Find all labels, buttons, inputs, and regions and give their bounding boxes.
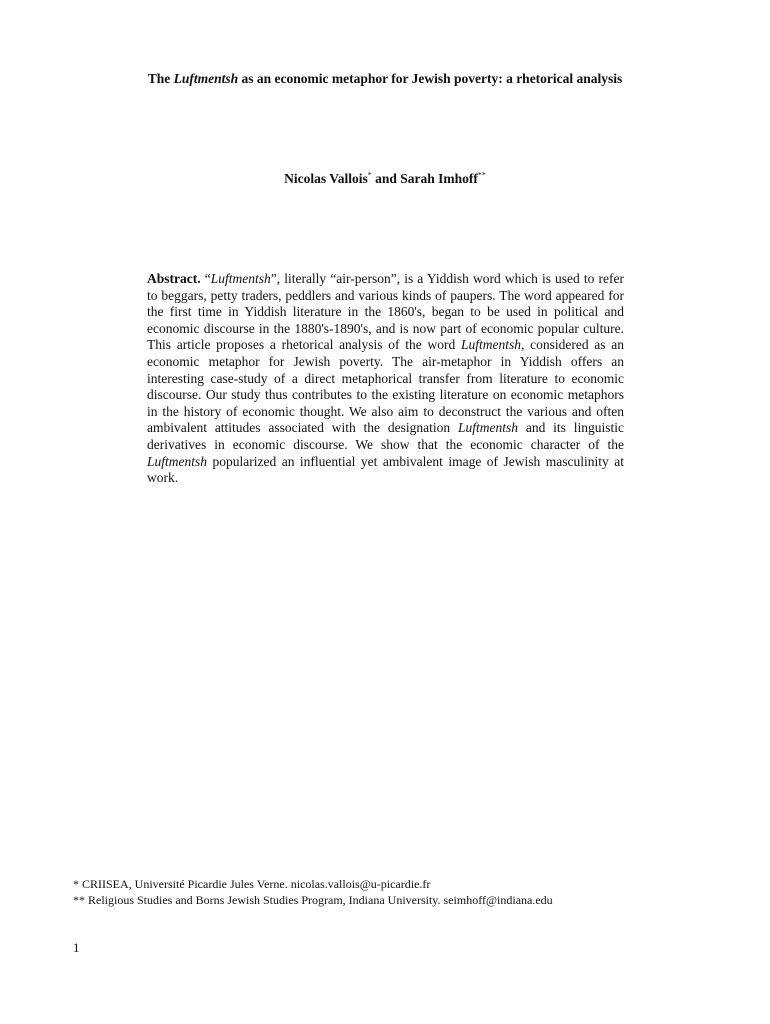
title-suffix: as an economic metaphor for Jewish poverty: a rhetorical analysis — [238, 71, 623, 86]
author-name-1: Nicolas Vallois — [284, 171, 368, 186]
footnotes — [73, 876, 713, 908]
abstract-italic-term: Luftmentsh — [457, 420, 518, 436]
author-line — [0, 170, 770, 188]
abstract-segment: ”, literally “air-person”, is a Yiddish word which is used to refer to beggars, petty traders, peddlers and various kinds of paupers. The word appeared for the first time in Yiddish literature in the 1860's, began to be used in political and economic discourse in the 1880's-1890's, and is now part of economic popular culture. This article proposes a rhetorical analysis of the word — [147, 271, 624, 353]
abstract-italic-term: Luftmentsh — [210, 271, 271, 286]
title-italic-term: Luftmentsh — [173, 71, 239, 86]
author-connector: and — [371, 171, 401, 186]
footnote-2: ** Religious Studies and Borns Jewish Studies Program, Indiana University. seimhoff@indiana.edu — [73, 893, 553, 907]
footnote-1: * CRIISEA, Université Picardie Jules Verne. nicolas.vallois@u-picardie.fr — [73, 877, 431, 891]
title-prefix: The — [147, 71, 174, 86]
abstract-segment: popularized an influential yet ambivalent image of Jewish masculinity at work. — [147, 453, 624, 486]
abstract-segment: “ — [200, 271, 211, 286]
author-footnote-mark-1: * — [367, 170, 372, 180]
abstract-paragraph — [147, 271, 624, 487]
abstract-segment: , considered as an economic metaphor for Jewish poverty. The air-metaphor in Yiddish offers an interesting case-study of a direct metaphorical transfer from literature to economic discourse. Our study thus contributes to the existing literature on economic metaphors in the history of economic thought. We also aim to deconstruct the various and often ambivalent attitudes associated with the designation — [147, 337, 625, 436]
abstract-label: Abstract. — [147, 271, 201, 286]
abstract-italic-term: Luftmentsh — [147, 453, 208, 469]
abstract-segment: and its linguistic derivatives in economic discourse. We show that the economic character of the — [147, 420, 624, 452]
abstract-italic-term: Luftmentsh — [460, 337, 521, 353]
paper-title — [0, 70, 770, 88]
author-name-2: Sarah Imhoff — [400, 171, 478, 186]
page-number: 1 — [73, 940, 80, 955]
author-footnote-mark-2: ** — [477, 170, 486, 180]
